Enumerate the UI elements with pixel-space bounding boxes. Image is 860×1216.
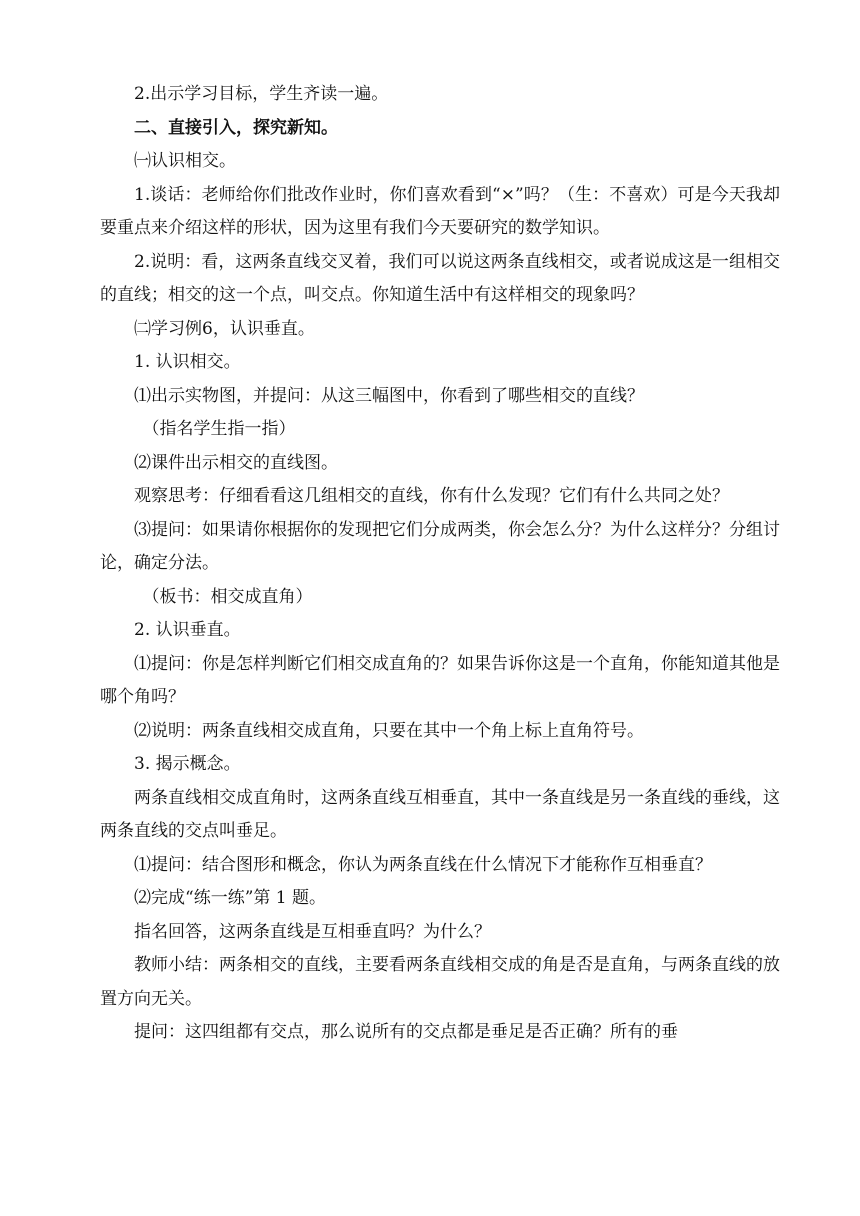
paragraph: （指名学生指一指） [142,419,296,439]
subsection-heading: ㈠认识相交。 [134,151,236,171]
paragraph: 指名回答，这两条直线是互相垂直吗？为什么？ [134,921,491,942]
paragraph: ⑴出示实物图，并提问：从这三幅图中，你看到了哪些相交的直线？ [134,385,644,406]
paragraph: ⑴提问：你是怎样判断它们相交成直角的？如果告诉你这是一个直角，你能知道其他是哪个角吗？ [100,653,780,707]
paragraph: 1.谈话：老师给你们批改作业时，你们喜欢看到“×”吗？（生：不喜欢）可是今天我却要重点来介绍这样的形状，因为这里有我们今天要研究的数学知识。 [100,184,780,238]
paragraph: 提问：这四组都有交点，那么说所有的交点都是垂足是否正确？所有的垂 [134,1022,678,1042]
document-page [100,78,780,1050]
paragraph: ⑴提问：结合图形和概念，你认为两条直线在什么情况下才能称作互相垂直？ [134,854,712,875]
paragraph: ⑵完成“练一练”第 1 题。 [134,888,327,908]
paragraph: 2.说明：看，这两条直线交叉着，我们可以说这两条直线相交，或者说成这是一组相交的直线；相交的这一个点，叫交点。你知道生活中有这样相交的现象吗？ [100,251,780,305]
paragraph: 1. 认识相交。 [134,352,241,372]
paragraph: 2. 认识垂直。 [134,620,241,640]
paragraph-summary: 教师小结：两条相交的直线，主要看两条直线相交成的角是否是直角，与两条直线的放置方向无关。 [100,955,780,1009]
paragraph: （板书：相交成直角） [142,586,313,607]
paragraph: ⑶提问：如果请你根据你的发现把它们分成两类，你会怎么分？为什么这样分？分组讨论，确定分法。 [100,519,780,573]
paragraph: ⑵说明：两条直线相交成直角，只要在其中一个角上标上直角符号。 [134,720,644,741]
subsection-heading: ㈡学习例6，认识垂直。 [134,318,315,339]
paragraph-learning-goals: 2.出示学习目标，学生齐读一遍。 [134,84,389,104]
paragraph-definition: 两条直线相交成直角时，这两条直线互相垂直，其中一条直线是另一条直线的垂线，这两条直线的交点叫垂足。 [100,787,780,841]
paragraph: 3. 揭示概念。 [134,754,241,774]
paragraph: ⑵课件出示相交的直线图。 [134,452,338,473]
paragraph: 观察思考：仔细看看这几组相交的直线，你有什么发现？它们有什么共同之处？ [134,486,729,506]
section-heading: 二、直接引入，探究新知。 [134,117,338,138]
